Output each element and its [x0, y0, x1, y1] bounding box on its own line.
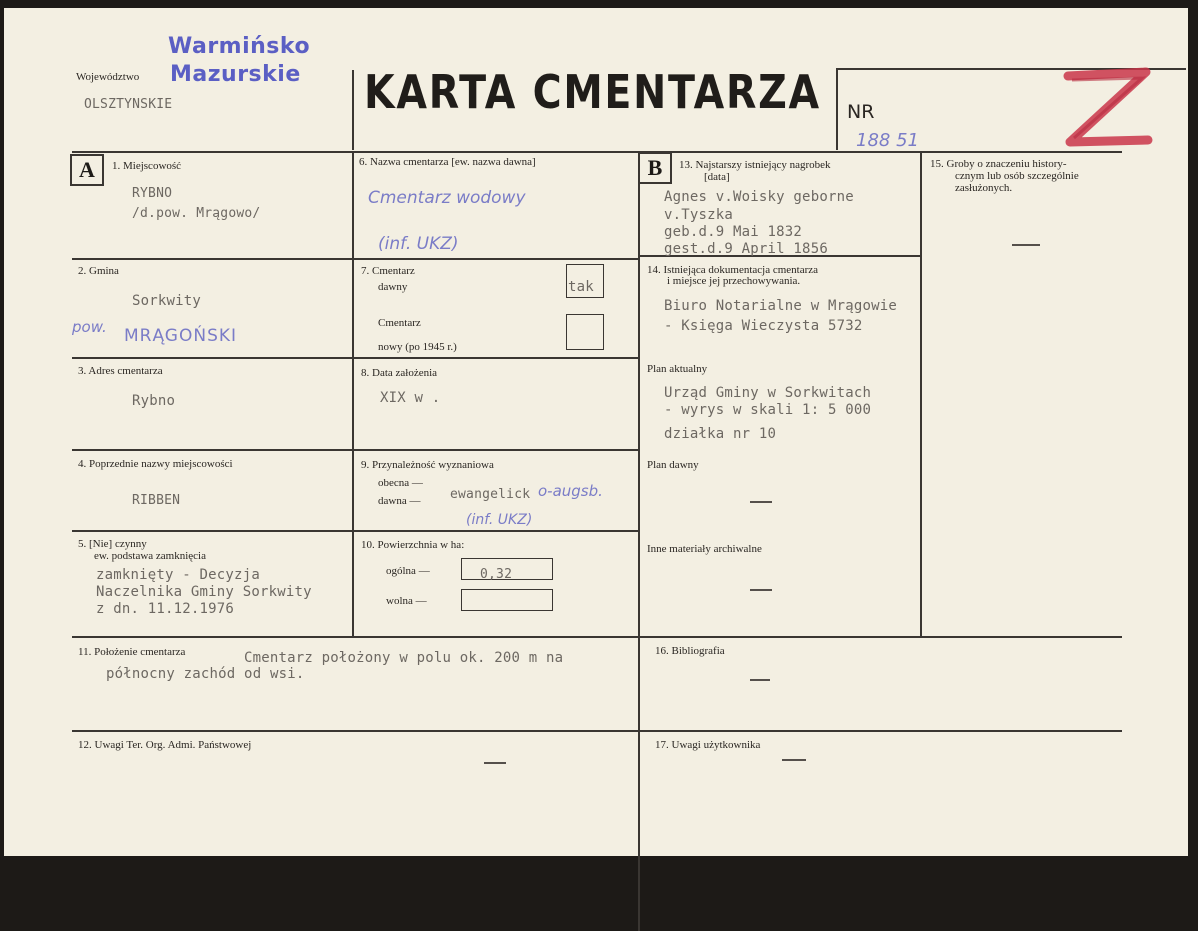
- wojewodztwo-label: Województwo: [76, 71, 140, 83]
- cemetery-record-card: [4, 8, 1188, 856]
- section-a-box-rule: [102, 154, 104, 186]
- plan-aktualny-line3: działka nr 10: [664, 426, 777, 442]
- field-15-label-line3: zasłużonych.: [955, 182, 1013, 194]
- nr-handwritten-value: 188 51: [856, 130, 919, 151]
- card-title: KARTA CMENTARZA: [364, 65, 821, 119]
- field-1-label: 1. Miejscowość: [112, 160, 182, 172]
- field-5-label-line2: ew. podstawa zamknięcia: [94, 550, 206, 562]
- col-b-left-rule: [638, 151, 640, 931]
- field-10-wolna: wolna —: [386, 595, 427, 607]
- field-13-label-line2: [data]: [704, 171, 730, 183]
- field-16-label: 16. Bibliografia: [655, 645, 725, 657]
- col-a-right-rule: [352, 151, 354, 637]
- field-7-nowy-line1: Cmentarz: [378, 317, 421, 329]
- field-5-label-line1: 5. [Nie] czynny: [78, 538, 147, 550]
- field-3-value: Rybno: [132, 393, 176, 409]
- field-2-hand-prefix: pow.: [72, 318, 107, 336]
- field-9-hand-line2: (inf. UKZ): [466, 512, 533, 528]
- field-13-label-line1: 13. Najstarszy istniejący nagrobek: [679, 159, 831, 171]
- field-9-dawna: dawna —: [378, 495, 421, 507]
- field-17-dash: [782, 759, 806, 761]
- field-4-label: 4. Poprzednie nazwy miejscowości: [78, 458, 233, 470]
- field-13-value-line1: Agnes v.Woisky geborne: [664, 189, 854, 205]
- row-m3-rule: [352, 449, 640, 451]
- row-m4-rule: [352, 530, 640, 532]
- field-6-label: 6. Nazwa cmentarza [ew. nazwa dawna]: [359, 156, 536, 168]
- field-11-value-line2: północny zachód od wsi.: [106, 666, 305, 682]
- field-17-label: 17. Uwagi użytkownika: [655, 739, 761, 751]
- field-1-value-line2: /d.pow. Mrągowo/: [132, 206, 261, 221]
- field-10-ogolna-value: 0,32: [480, 567, 513, 582]
- row-a3-rule: [72, 449, 354, 451]
- plan-dawny-dash: [750, 501, 772, 503]
- plan-aktualny-line1: Urząd Gminy w Sorkwitach: [664, 385, 872, 401]
- field-7-dawny-value: tak: [568, 279, 594, 295]
- row-11-top-rule: [72, 636, 1122, 638]
- field-6-hand-line1: Cmentarz wodowy: [368, 188, 526, 208]
- section-b-box-rule: [670, 152, 672, 184]
- field-14-label-line1: 14. Istniejąca dokumentacja cmentarza: [647, 264, 819, 276]
- field-14-label-line2: i miejsce jej przechowywania.: [667, 275, 801, 287]
- field-7-label-line1: 7. Cmentarz: [361, 265, 415, 277]
- plan-aktualny-label: Plan aktualny: [647, 363, 708, 375]
- field-2-label: 2. Gmina: [78, 265, 119, 277]
- row-12-top-rule: [72, 730, 1122, 732]
- section-a-letter: A: [70, 154, 104, 186]
- field-11-value-line1: Cmentarz położony w polu ok. 200 m na: [244, 650, 564, 666]
- plan-dawny-label: Plan dawny: [647, 459, 699, 471]
- field-4-value: RIBBEN: [132, 493, 181, 508]
- field-1-value-line1: RYBNO: [132, 186, 173, 201]
- row-a4-rule: [72, 530, 354, 532]
- field-12-dash: [484, 762, 506, 764]
- field-9-hand: o-augsb.: [538, 482, 603, 500]
- field-7-label-line2: dawny: [378, 281, 408, 293]
- field-3-label: 3. Adres cmentarza: [78, 365, 163, 377]
- title-left-rule: [352, 70, 354, 150]
- typed-region: OLSZTYNSKIE: [84, 97, 173, 112]
- field-5-value-line3: z dn. 11.12.1976: [96, 601, 235, 617]
- field-15-dash: [1012, 244, 1040, 246]
- field-9-label: 9. Przynależność wyznaniowa: [361, 459, 494, 471]
- field-7-nowy-line2: nowy (po 1945 r.): [378, 341, 457, 353]
- field-11-label: 11. Położenie cmentarza: [78, 646, 186, 658]
- field-6-hand-line2: (inf. UKZ): [378, 234, 459, 254]
- field-7-nowy-checkbox[interactable]: [566, 314, 604, 350]
- field-9-typed: ewangelick: [450, 487, 531, 502]
- field-10-wolna-box[interactable]: [461, 589, 553, 611]
- col-15-left-rule: [920, 151, 922, 637]
- inne-materialy-label: Inne materiały archiwalne: [647, 543, 762, 555]
- field-5-value-line1: zamknięty - Decyzja: [96, 567, 260, 583]
- field-2-hand-value: MRĄGOŃSKI: [124, 326, 238, 346]
- inne-materialy-dash: [750, 589, 772, 591]
- red-z-mark-icon: [1060, 66, 1154, 152]
- row-m1-rule: [352, 258, 640, 260]
- field-10-label: 10. Powierzchnia w ha:: [361, 539, 465, 551]
- section-b-letter: B: [638, 152, 672, 184]
- field-8-label: 8. Data założenia: [361, 367, 438, 379]
- voivodeship-stamp-line2: Mazurskie: [170, 62, 301, 87]
- field-12-label: 12. Uwagi Ter. Org. Admi. Państwowej: [78, 739, 252, 751]
- voivodeship-stamp-line1: Warmińsko: [168, 34, 311, 59]
- field-2-value: Sorkwity: [132, 293, 202, 309]
- field-13-value-line4: gest.d.9 April 1856: [664, 241, 828, 257]
- nr-left-rule: [836, 68, 838, 150]
- field-13-value-line3: geb.d.9 Mai 1832: [664, 224, 803, 240]
- row-a1-rule: [72, 258, 354, 260]
- field-8-value: XIX w .: [380, 390, 441, 406]
- row-m2-rule: [352, 357, 640, 359]
- field-10-ogolna: ogólna —: [386, 565, 430, 577]
- nr-label: NR: [847, 101, 875, 123]
- field-15-label-line1: 15. Groby o znaczeniu history-: [930, 158, 1067, 170]
- row-a2-rule: [72, 357, 354, 359]
- form-top-rule: [72, 151, 1122, 153]
- field-5-value-line2: Naczelnika Gminy Sorkwity: [96, 584, 312, 600]
- plan-aktualny-line2: - wyrys w skali 1: 5 000: [664, 402, 872, 418]
- field-14-value-line1: Biuro Notarialne w Mrągowie: [664, 298, 897, 314]
- field-13-value-line2: v.Tyszka: [664, 207, 734, 223]
- field-16-dash: [750, 679, 770, 681]
- field-15-label-line2: cznym lub osób szczególnie: [955, 170, 1079, 182]
- field-9-obecna: obecna —: [378, 477, 423, 489]
- field-14-value-line2: - Księga Wieczysta 5732: [664, 318, 863, 334]
